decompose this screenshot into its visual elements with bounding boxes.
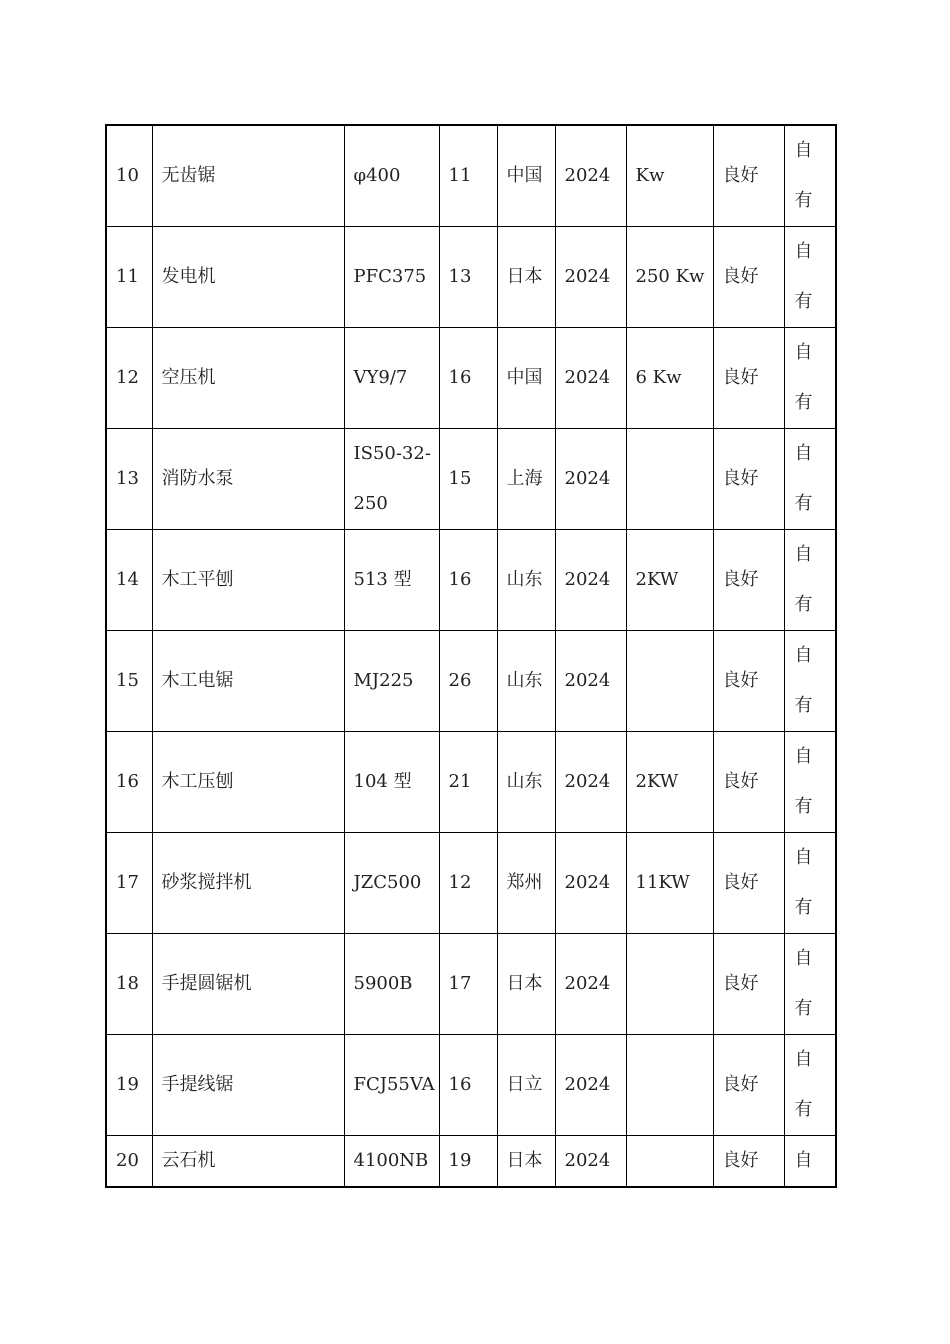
cell-ownership xyxy=(784,631,836,732)
ownership-text: 自 xyxy=(794,1150,813,1171)
cell-model: JZC500 xyxy=(344,833,439,934)
cell-power xyxy=(626,1035,713,1136)
cell-no: 19 xyxy=(106,1035,152,1136)
table-row xyxy=(106,227,836,328)
cell-origin: 中国 xyxy=(497,328,555,429)
cell-origin: 郑州 xyxy=(497,833,555,934)
cell-no: 13 xyxy=(106,429,152,530)
cell-no: 10 xyxy=(106,125,152,227)
cell-power: 6 Kw xyxy=(626,328,713,429)
table-row xyxy=(106,833,836,934)
cell-no: 17 xyxy=(106,833,152,934)
table-row xyxy=(106,328,836,429)
ownership-text: 自有 xyxy=(794,948,813,1019)
cell-name: 木工电锯 xyxy=(152,631,344,732)
cell-model: 4100NB xyxy=(344,1136,439,1188)
cell-condition: 良好 xyxy=(713,833,784,934)
cell-ownership xyxy=(784,833,836,934)
ownership-text: 自有 xyxy=(794,544,813,615)
cell-qty: 21 xyxy=(439,732,497,833)
cell-model: φ400 xyxy=(344,125,439,227)
cell-year: 2024 xyxy=(555,732,626,833)
cell-year: 2024 xyxy=(555,328,626,429)
cell-model: FCJ55VA xyxy=(344,1035,439,1136)
cell-power xyxy=(626,631,713,732)
cell-origin: 山东 xyxy=(497,732,555,833)
cell-origin: 日本 xyxy=(497,934,555,1035)
cell-origin: 日本 xyxy=(497,1136,555,1188)
cell-qty: 16 xyxy=(439,328,497,429)
cell-ownership xyxy=(784,125,836,227)
table-row xyxy=(106,732,836,833)
cell-ownership xyxy=(784,227,836,328)
table-row xyxy=(106,1136,836,1188)
cell-origin: 上海 xyxy=(497,429,555,530)
cell-name: 手提线锯 xyxy=(152,1035,344,1136)
table-row xyxy=(106,1035,836,1136)
cell-ownership xyxy=(784,1035,836,1136)
cell-no: 16 xyxy=(106,732,152,833)
cell-power xyxy=(626,429,713,530)
cell-model: MJ225 xyxy=(344,631,439,732)
cell-no: 11 xyxy=(106,227,152,328)
cell-qty: 19 xyxy=(439,1136,497,1188)
cell-qty: 16 xyxy=(439,1035,497,1136)
cell-model: 5900B xyxy=(344,934,439,1035)
cell-model: IS50-32-250 xyxy=(344,429,439,530)
cell-condition: 良好 xyxy=(713,732,784,833)
cell-year: 2024 xyxy=(555,530,626,631)
ownership-text: 自有 xyxy=(794,645,813,716)
ownership-text: 自有 xyxy=(794,342,813,413)
cell-year: 2024 xyxy=(555,631,626,732)
cell-name: 空压机 xyxy=(152,328,344,429)
cell-name: 消防水泵 xyxy=(152,429,344,530)
cell-condition: 良好 xyxy=(713,530,784,631)
table-row xyxy=(106,530,836,631)
ownership-text: 自有 xyxy=(794,1049,813,1120)
cell-qty: 13 xyxy=(439,227,497,328)
cell-origin: 日本 xyxy=(497,227,555,328)
cell-condition: 良好 xyxy=(713,125,784,227)
cell-name: 木工压刨 xyxy=(152,732,344,833)
cell-qty: 26 xyxy=(439,631,497,732)
cell-power: 250 Kw xyxy=(626,227,713,328)
equipment-table-body xyxy=(106,125,836,1187)
cell-name: 木工平刨 xyxy=(152,530,344,631)
table-row xyxy=(106,631,836,732)
table-row xyxy=(106,429,836,530)
table-row xyxy=(106,934,836,1035)
cell-condition: 良好 xyxy=(713,1035,784,1136)
cell-model: 104 型 xyxy=(344,732,439,833)
ownership-text: 自有 xyxy=(794,847,813,918)
cell-condition: 良好 xyxy=(713,227,784,328)
cell-power: Kw xyxy=(626,125,713,227)
ownership-text: 自有 xyxy=(794,140,813,211)
cell-year: 2024 xyxy=(555,1035,626,1136)
cell-power: 11KW xyxy=(626,833,713,934)
cell-year: 2024 xyxy=(555,833,626,934)
cell-qty: 15 xyxy=(439,429,497,530)
cell-model: PFC375 xyxy=(344,227,439,328)
cell-ownership xyxy=(784,530,836,631)
cell-year: 2024 xyxy=(555,429,626,530)
cell-power: 2KW xyxy=(626,530,713,631)
cell-condition: 良好 xyxy=(713,631,784,732)
cell-ownership xyxy=(784,429,836,530)
cell-year: 2024 xyxy=(555,1136,626,1188)
cell-power xyxy=(626,1136,713,1188)
ownership-text: 自有 xyxy=(794,241,813,312)
cell-no: 14 xyxy=(106,530,152,631)
ownership-text: 自有 xyxy=(794,746,813,817)
cell-qty: 16 xyxy=(439,530,497,631)
cell-qty: 12 xyxy=(439,833,497,934)
cell-no: 20 xyxy=(106,1136,152,1188)
equipment-table xyxy=(105,124,837,1188)
cell-name: 手提圆锯机 xyxy=(152,934,344,1035)
cell-year: 2024 xyxy=(555,934,626,1035)
cell-no: 12 xyxy=(106,328,152,429)
cell-name: 云石机 xyxy=(152,1136,344,1188)
cell-name: 砂浆搅拌机 xyxy=(152,833,344,934)
cell-condition: 良好 xyxy=(713,429,784,530)
cell-power xyxy=(626,934,713,1035)
table-row xyxy=(106,125,836,227)
cell-condition: 良好 xyxy=(713,328,784,429)
cell-origin: 山东 xyxy=(497,530,555,631)
cell-power: 2KW xyxy=(626,732,713,833)
cell-model: VY9/7 xyxy=(344,328,439,429)
cell-no: 15 xyxy=(106,631,152,732)
cell-origin: 山东 xyxy=(497,631,555,732)
cell-year: 2024 xyxy=(555,227,626,328)
cell-condition: 良好 xyxy=(713,934,784,1035)
ownership-text: 自有 xyxy=(794,443,813,514)
cell-name: 发电机 xyxy=(152,227,344,328)
cell-model: 513 型 xyxy=(344,530,439,631)
cell-year: 2024 xyxy=(555,125,626,227)
cell-ownership xyxy=(784,1136,836,1188)
cell-no: 18 xyxy=(106,934,152,1035)
cell-name: 无齿锯 xyxy=(152,125,344,227)
cell-ownership xyxy=(784,732,836,833)
cell-ownership xyxy=(784,328,836,429)
cell-condition: 良好 xyxy=(713,1136,784,1188)
cell-origin: 日立 xyxy=(497,1035,555,1136)
cell-qty: 17 xyxy=(439,934,497,1035)
cell-origin: 中国 xyxy=(497,125,555,227)
cell-qty: 11 xyxy=(439,125,497,227)
cell-ownership xyxy=(784,934,836,1035)
